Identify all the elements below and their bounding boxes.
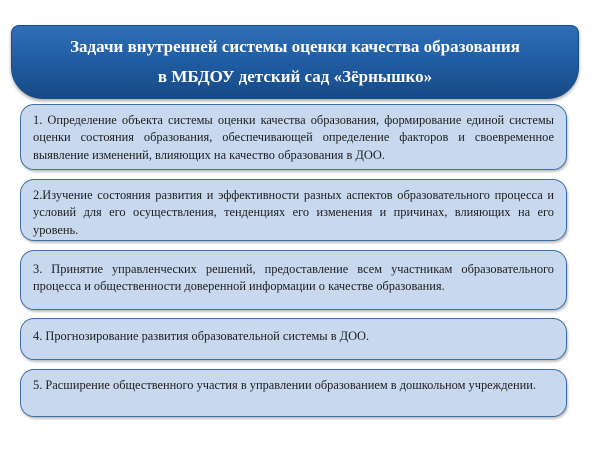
title-line-1: Задачи внутренней системы оценки качества образования xyxy=(70,37,520,56)
task-box-3 xyxy=(20,250,567,310)
title-line-2: в МБДОУ детский сад «Зёрнышко» xyxy=(157,67,433,86)
task-box-2 xyxy=(20,179,567,241)
task-text-1: 1. Определение объекта системы оценки качества образования, формирование единой системы оценки состояния образования, обеспечивающей определение факторов и своевременное выявление изменений, влияющих на качество образования в ДОО. xyxy=(33,113,554,162)
task-text-2: 2.Изучение состояния развития и эффективности разных аспектов образовательного процесса и условий для его осуществления, тенденциях его изменения и причинах, влияющих на его уровень. xyxy=(33,188,554,237)
task-text-5: 5. Расширение общественного участия в управлении образованием в дошкольном учреждении. xyxy=(33,378,537,392)
task-text-4: 4. Прогнозирование развития образовательной системы в ДОО. xyxy=(33,329,370,343)
task-box-1 xyxy=(20,104,567,170)
task-box-4 xyxy=(20,318,567,360)
task-box-5 xyxy=(20,369,567,417)
task-text-3: 3. Принятие управленческих решений, предоставление всем участникам образовательного процесса и общественности доверенной информации о качестве образования. xyxy=(33,262,554,294)
diagram-title-box xyxy=(11,25,579,99)
